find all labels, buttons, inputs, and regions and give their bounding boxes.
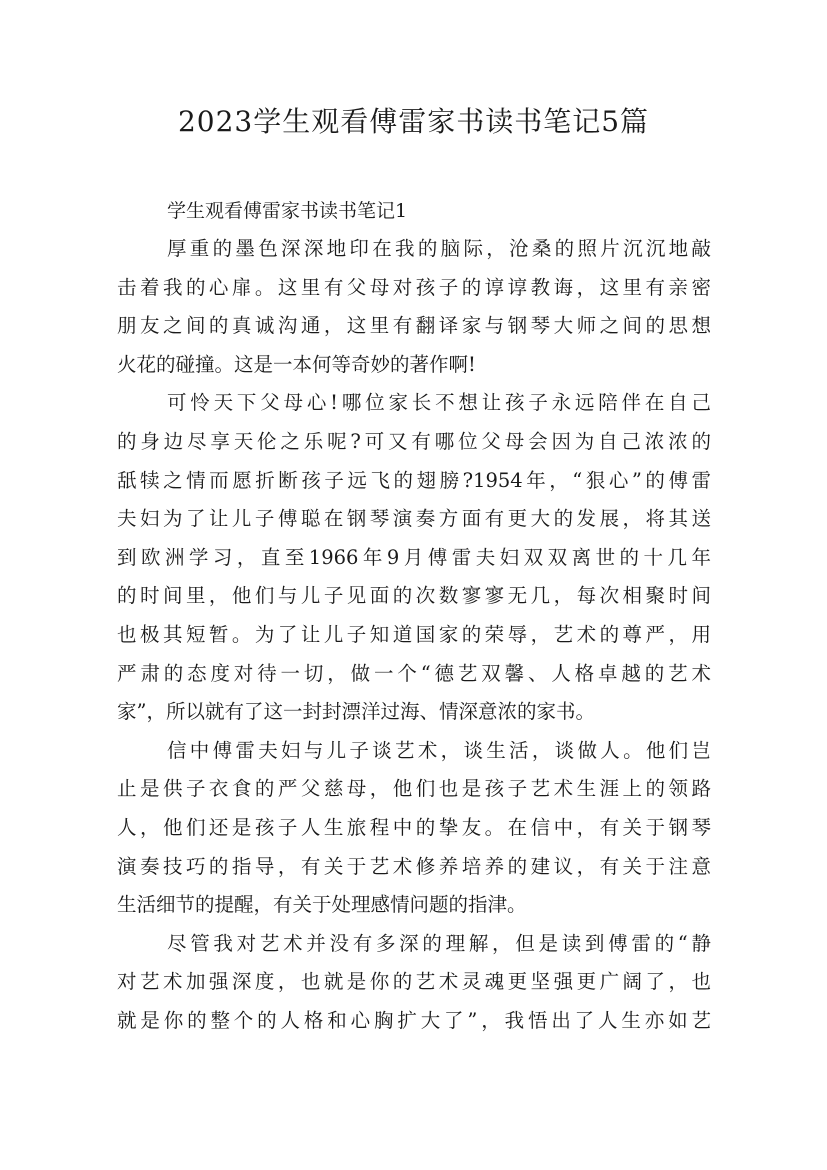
text-line: 信中傅雷夫妇与儿子谈艺术，谈生活，谈做人。他们岂 — [167, 738, 711, 762]
text-line: 火花的碰撞。这是一本何等奇妙的著作啊! — [117, 352, 476, 376]
text-line: 舐犊之情而愿折断孩子远飞的翅膀?1954年，“狠心”的傅雷 — [117, 468, 711, 492]
text-line: 到欧洲学习，直至1966年9月傅雷夫妇双双离世的十几年 — [117, 545, 711, 569]
paragraph — [117, 230, 711, 384]
text-line: 的时间里，他们与儿子见面的次数寥寥无几，每次相聚时间 — [117, 584, 711, 608]
paragraph — [117, 384, 711, 731]
text-line: 夫妇为了让儿子傅聪在钢琴演奏方面有更大的发展，将其送 — [117, 507, 711, 531]
document-body — [117, 230, 711, 1040]
text-line: 的身边尽享天伦之乐呢?可又有哪位父母会因为自己浓浓的 — [117, 429, 711, 453]
text-line: 对艺术加强深度，也就是你的艺术灵魂更坚强更广阔了，也 — [117, 970, 711, 994]
text-line: 演奏技巧的指导，有关于艺术修养培养的建议，有关于注意 — [117, 854, 711, 878]
section-heading: 学生观看傅雷家书读书笔记1 — [167, 200, 408, 222]
text-line: 就是你的整个的人格和心胸扩大了”，我悟出了人生亦如艺 — [117, 1008, 711, 1032]
text-line: 尽管我对艺术并没有多深的理解，但是读到傅雷的“静 — [167, 931, 711, 955]
text-line: 人，他们还是孩子人生旅程中的挚友。在信中，有关于钢琴 — [117, 815, 711, 839]
text-line: 可怜天下父母心!哪位家长不想让孩子永远陪伴在自己 — [167, 391, 711, 415]
paragraph — [117, 732, 711, 925]
text-line: 也极其短暂。为了让儿子知道国家的荣辱，艺术的尊严，用 — [117, 622, 711, 646]
document-title: 2023学生观看傅雷家书读书笔记5篇 — [177, 105, 650, 138]
text-line: 击着我的心扉。这里有父母对孩子的谆谆教诲，这里有亲密 — [117, 275, 711, 299]
text-line: 严肃的态度对待一切，做一个“德艺双馨、人格卓越的艺术 — [117, 661, 711, 685]
text-line: 家”，所以就有了这一封封漂洋过海、情深意浓的家书。 — [117, 700, 595, 724]
text-line: 厚重的墨色深深地印在我的脑际，沧桑的照片沉沉地敲 — [167, 237, 711, 260]
paragraph — [117, 925, 711, 1041]
text-line: 朋友之间的真诚沟通，这里有翻译家与钢琴大师之间的思想 — [117, 314, 711, 338]
text-line: 止是供子衣食的严父慈母，他们也是孩子艺术生涯上的领路 — [117, 777, 711, 801]
text-line: 生活细节的提醒，有关于处理感情问题的指津。 — [117, 893, 527, 917]
